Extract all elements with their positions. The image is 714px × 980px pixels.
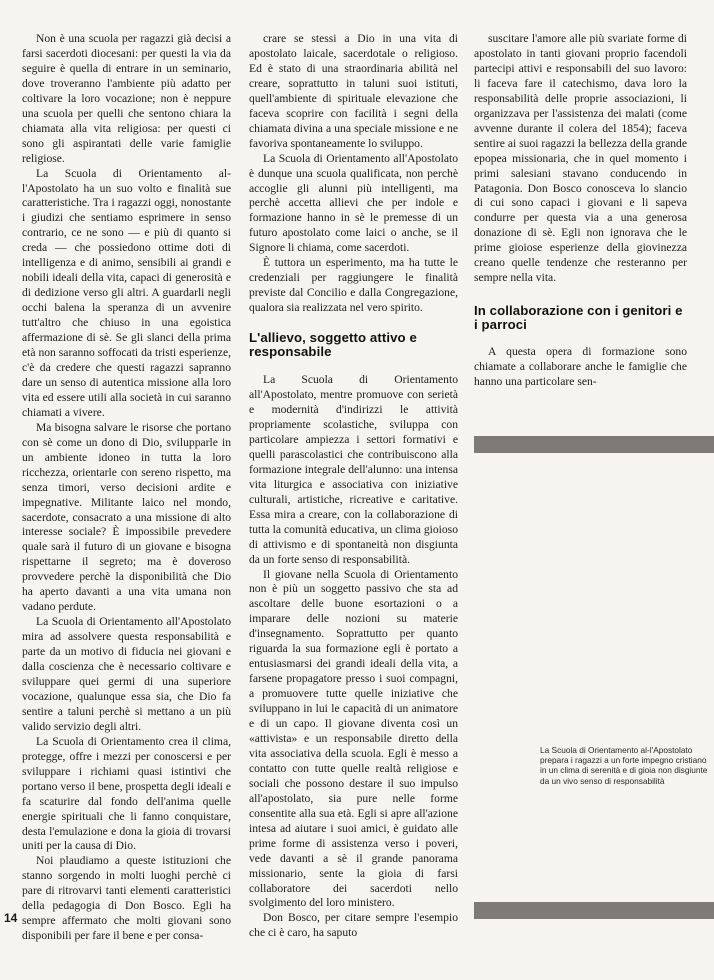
- photo-frame-bottom-edge: [474, 902, 714, 919]
- paragraph: A questa opera di formazione sono chiamate a collaborare anche le famiglie che hanno una particolare sen-: [474, 345, 687, 389]
- photo-caption: La Scuola di Orientamento al-l'Apostolato prepara i ragazzi a un forte impegno cristiano in un clima di serenità e di gioia non disgiunte da un vivo senso di responsabilità: [540, 745, 708, 786]
- paragraph: Ma bisogna salvare le risorse che portano con sè come un dono di Dio, svilupparle in un ambiente idoneo in tutta la loro ricchezza, orientarle con sereno rispetto, ma senza timori, verso decisioni ardite e impegnative. Militante laico nel mondo, sacerdote, consacrato a una missione di alto interesse sociale? È impossibile prevedere quale sarà il futuro di un giovane e bisogna rispettarne il segreto; ma è doveroso provvedere perchè la disponibilità che Dio ha aperto davanti a una vita umana non vadano perdute.: [22, 420, 231, 614]
- paragraph: È tuttora un esperimento, ma ha tutte le credenziali per raggiungere le finalità previste dal Concilio e dalla Congregazione, qualora sia realizzata nel vero spirito.: [249, 256, 458, 315]
- page-number: 14: [4, 911, 18, 925]
- text-column-3: [474, 32, 687, 390]
- paragraph: suscitare l'amore alle più svariate forme di apostolato in tanti giovani proprio facendoli partecipi attivi e responsabili del suo lavoro: li faceva fare il catechismo, dava loro la responsabilità delle proprie associazioni, li organizzava per l'assistenza dei malati (come avvenne durante il colera del 1854); faceva sentire ai suoi ragazzi la bellezza della grande epopea missionaria, che in quel momento i primi salesiani stavano conducendo in Patagonia. Don Bosco conosceva lo slancio di cui sono capaci i giovani e li sapeva condurre per questa via a una generosa donazione di sè. Egli non ignorava che le prime gioiose esperienze della giovinezza creano quelle tendenze che resteranno per sempre nella vita.: [474, 32, 687, 285]
- paragraph: La Scuola di Orientamento al-l'Apostolato ha un suo volto e finalità sue caratteristiche. Tra i ragazzi oggi, nonostante i giudizi che sentiamo esprimere in senso contrario, ce ne sono — e più di quanto si creda — che possiedono ottime doti di intelligenza e di animo, sensibili ai grandi e nobili ideali della vita, capaci di generosità e di dedizione verso gli altri. A guardarli negli occhi balena la speranza di un avvenire tutt'altro che chiuso in una egoistica affermazione di sè. Se gli slanci della prima età non saranno soffocati da tristi esperienze, c'è da credere che questi ragazzi sapranno dare un senso di autentica missione alla loro vita ed essere utili alla società in cui saranno chiamati a vivere.: [22, 166, 231, 419]
- photo-frame-top-edge: [474, 436, 714, 453]
- paragraph: crare se stessi a Dio in una vita di apostolato laicale, sacerdotale o religioso. Ed è stato di una straordinaria abilità nel creare, soprattutto in taluni suoi istituti, quell'ambiente di spirituale elevazione che faceva scoprire con facilità i segni della chiamata divina a una speciale missione e ne favoriva spontaneamente lo sviluppo.: [249, 32, 458, 150]
- paragraph: Il giovane nella Scuola di Orientamento non è più un soggetto passivo che sta ad ascoltare delle buone esortazioni o a imparare delle nozioni su materie d'insegnamento. Soprattutto per quanto riguarda la sua formazione egli è portato a entusiasmarsi dei grandi ideali della vita, a farsene propagatore presso i suoi compagni, a promuovere tutte quelle iniziative che sviluppano in lui le capacità di un animatore e di un capo. Il giovane diventa così un «attivista» e un responsabile diretto della vita associativa della scuola. Egli è messo a contatto con tutte quelle realtà religiose e sociali che possono destare il suo impulso all'apostolato, sia pure nelle forme consentite alla sua età. Egli si apre all'azione intesa ad aiutare i suoi amici, è guidato alle prime forme di assistenza verso i poveri, vede davanti a sè il grande panorama missionario, sente la gioia di farsi collaboratore dei sacerdoti nello svolgimento del loro ministero.: [249, 567, 458, 910]
- section-heading: In collaborazione con i genitori e i parroci: [474, 303, 683, 333]
- paragraph: La Scuola di Orientamento all'Apostolato, mentre promuove con serietà e modernità d'indirizzi le attività propriamente scolastiche, sviluppa con particolare ampiezza i settori formativi e quelli parascolastici che contribuiscono alla formazione integrale dell'alunno: una intensa vita liturgica e associativa con iniziative culturali, artistiche, ricreative e caritative. Essa mira a creare, con la collaborazione di tutta la comunità educativa, un clima gioioso di attivismo e di spontaneità non disgiunta da un forte senso di responsabilità.: [249, 373, 458, 566]
- paragraph: Don Bosco, per citare sempre l'esempio che ci è caro, ha saputo: [249, 911, 458, 940]
- section-heading: L'allievo, soggetto attivo e responsabile: [249, 330, 417, 360]
- paragraph: La Scuola di Orientamento crea il clima, protegge, offre i mezzi per conoscersi e per sviluppare i richiami quasi istintivi che portano verso il bene, prospetta degli ideali e fa scaturire dal fondo dell'anima quelle energie spirituali che li fanno conquistare, desta l'emulazione e dona la gioia di trovarsi uniti per la causa di Dio.: [22, 734, 231, 853]
- paragraph: La Scuola di Orientamento all'Apostolato è dunque una scuola qualificata, non perchè accoglie gli alunni più intelligenti, ma perchè accetta allievi che per indole e formazione hanno in sè le premesse di un futuro apostolato come laici o anche, se il Signore li chiama, come sacerdoti.: [249, 151, 458, 255]
- paragraph: Noi plaudiamo a queste istituzioni che stanno sorgendo in molti luoghi perchè ci pare di ritrovarvi tanti elementi caratteristici della pedagogia di Don Bosco. Egli ha sempre affermato che molti giovani sono disponibili per fare il bene e per consa-: [22, 854, 231, 943]
- paragraph: Non è una scuola per ragazzi già decisi a farsi sacerdoti diocesani: per questi la via da seguire è quella di entrare in un seminario, dove troveranno l'ambiente più adatto per coltivare la loro vocazione; non è neppure una scuola per quelli che sentono chiara la chiamata alla vita religiosa: per questi ci sono gli aspirantati delle varie famiglie religiose.: [22, 32, 231, 165]
- text-column-1: [22, 32, 231, 944]
- text-column-2: [249, 32, 458, 941]
- paragraph: La Scuola di Orientamento all'Apostolato mira ad assolvere questa responsabilità e parte da un motivo di fiducia nei giovani e dalla coscienza che è necessario coltivare e sviluppare quei germi di una superiore vocazione, qualunque essa sia, che Dio fa sentire a taluni perchè si mettano a un più valido servizio degli altri.: [22, 615, 231, 733]
